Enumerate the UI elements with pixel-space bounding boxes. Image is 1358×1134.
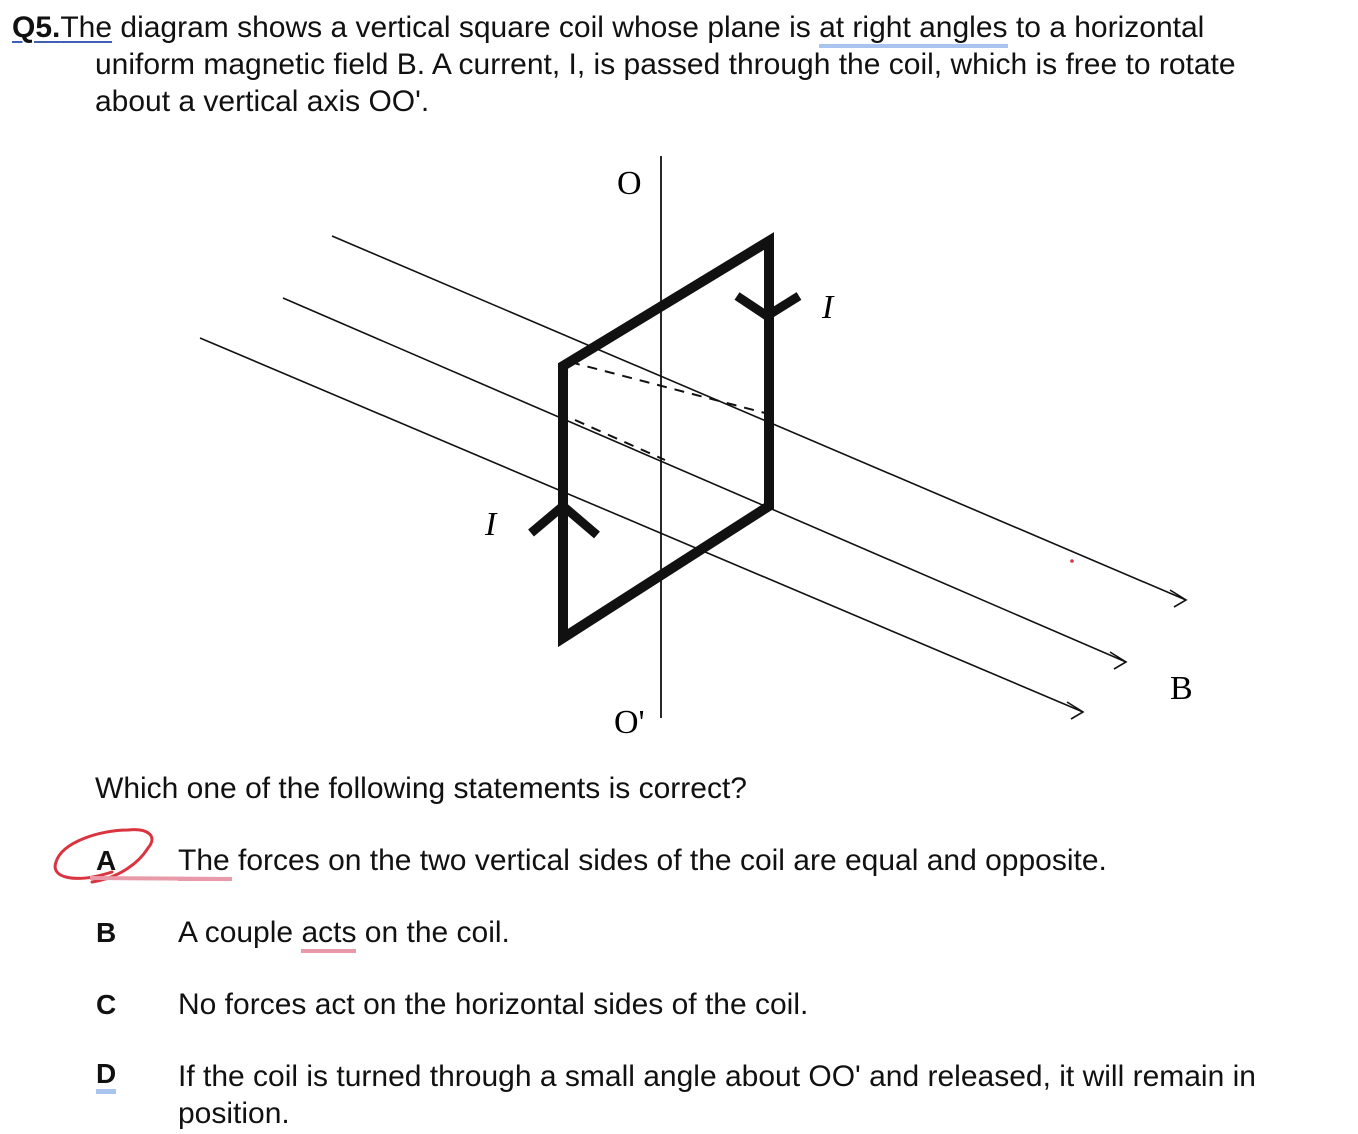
option-b-word-acts: acts: [301, 916, 356, 953]
field-line-top: [332, 236, 1186, 600]
current-label-right: I: [822, 289, 834, 326]
question-text-part: diagram shows a vertical square coil whose plane is: [112, 11, 820, 44]
option-a-letter[interactable]: A: [96, 845, 117, 876]
question-text-end: to a horizontal: [1007, 11, 1205, 44]
option-a-word-the: The: [178, 844, 230, 881]
question-word-the: The: [60, 11, 113, 44]
field-arrow-top: [1170, 590, 1186, 607]
field-label: B: [1170, 670, 1193, 707]
option-d-text-line-1[interactable]: If the coil is turned through a small angle about OO' and released, it will remain in: [178, 1060, 1256, 1093]
option-a-rest: forces on the two vertical sides of the coil are equal and opposite.: [229, 844, 1107, 877]
axis-label-top: O: [617, 165, 642, 202]
field-lines: [200, 236, 1186, 719]
field-arrow-bottom: [1067, 702, 1083, 719]
field-line-bottom: [200, 338, 1083, 712]
question-prompt: Which one of the following statements is correct?: [95, 772, 747, 805]
coil-diagram: [0, 140, 1358, 760]
question-line-3: about a vertical axis OO'.: [95, 85, 430, 118]
axis-label-bottom: O': [614, 704, 645, 741]
option-a-text[interactable]: [178, 843, 1107, 879]
option-b-letter[interactable]: B: [96, 917, 117, 948]
current-label-left: I: [485, 506, 497, 543]
option-c-letter[interactable]: C: [96, 989, 117, 1020]
option-c-text[interactable]: No forces act on the horizontal sides of the coil.: [178, 988, 809, 1021]
option-b-text[interactable]: [178, 915, 510, 951]
field-line-middle: [283, 298, 1126, 662]
hidden-field-segments: [570, 362, 765, 460]
stray-ink-dot: [1070, 559, 1074, 563]
option-b-part-3: on the coil.: [356, 916, 510, 949]
question-line-2: uniform magnetic field B. A current, I, is passed through the coil, which is free to rotate: [95, 48, 1236, 81]
option-d-letter[interactable]: D: [96, 1059, 116, 1094]
question-phrase-right-angles: at right angles: [819, 11, 1007, 48]
question-line-1: [12, 10, 1204, 46]
option-d-text-line-2[interactable]: position.: [178, 1097, 290, 1130]
field-arrow-middle: [1110, 652, 1126, 669]
question-number: Q5.: [12, 11, 61, 44]
option-b-part-1: A couple: [178, 916, 302, 949]
